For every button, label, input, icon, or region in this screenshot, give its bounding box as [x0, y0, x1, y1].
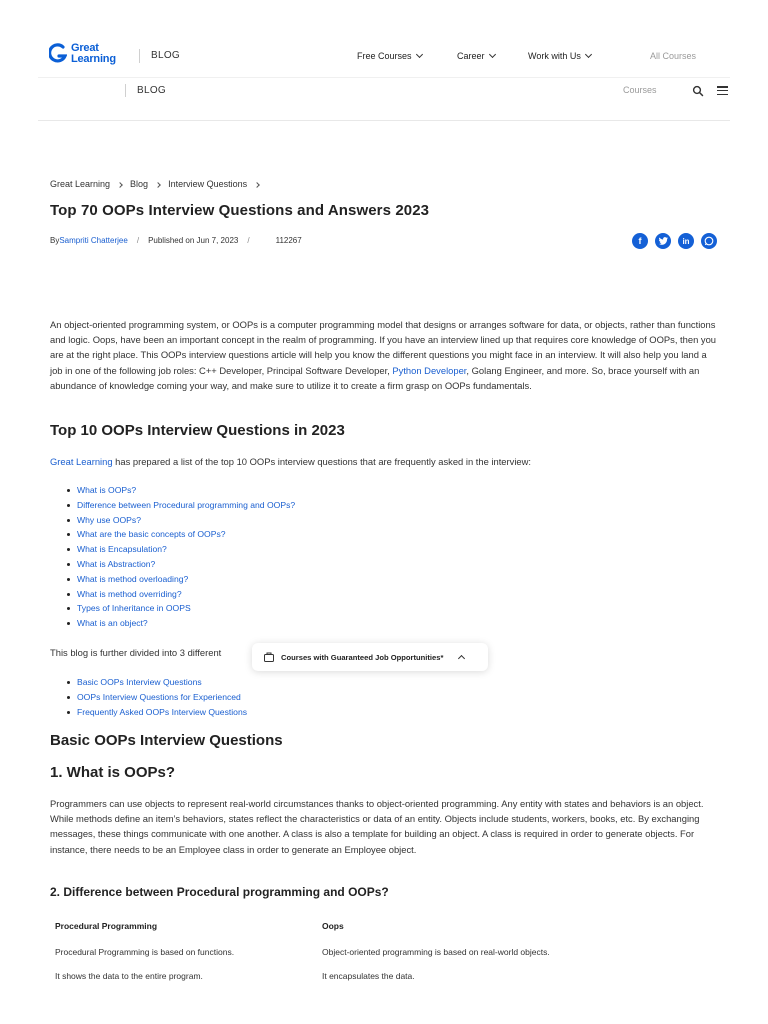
header-divider-line — [38, 77, 730, 78]
list-item[interactable]: What is Encapsulation? — [66, 542, 295, 557]
header-divider — [139, 49, 140, 63]
site-header — [0, 0, 768, 78]
breadcrumb-blog[interactable]: Blog — [130, 179, 149, 189]
table-cell: Procedural Programming is based on functions. — [55, 947, 235, 957]
table-header-row — [50, 912, 670, 940]
list-item[interactable]: What is method overloading? — [66, 572, 295, 587]
list-item[interactable]: What is method overriding? — [66, 587, 295, 602]
popup-label: Courses with Guaranteed Job Opportunities* — [281, 652, 444, 662]
table-cell: It encapsulates the data. — [322, 971, 415, 981]
courses-popup[interactable] — [252, 643, 488, 671]
chevron-right-icon — [254, 182, 260, 188]
python-developer-link[interactable]: Python Developer — [392, 364, 467, 376]
table-row — [50, 964, 670, 988]
blog-label[interactable]: BLOG — [151, 50, 180, 61]
twitter-icon[interactable] — [655, 233, 671, 249]
nav-free-courses[interactable] — [357, 51, 422, 61]
list-item[interactable]: Why use OOPs? — [66, 513, 295, 528]
list-item[interactable]: What is an object? — [66, 616, 295, 631]
table-row — [50, 940, 670, 964]
list-item[interactable]: What are the basic concepts of OOPs? — [66, 527, 295, 542]
basic-heading: Basic OOPs Interview Questions — [50, 732, 283, 749]
q1-heading: 1. What is OOPs? — [50, 764, 176, 781]
page-title: Top 70 OOPs Interview Questions and Answers 2023 — [50, 202, 430, 219]
list-item[interactable]: Difference between Procedural programming and OOPs? — [66, 498, 295, 513]
nav-work-with-us-label: Work with Us — [528, 51, 581, 61]
great-learning-logo[interactable] — [49, 43, 116, 65]
breadcrumb — [50, 179, 259, 189]
list-item[interactable]: Frequently Asked OOPs Interview Questions — [66, 705, 247, 720]
chevron-right-icon — [117, 182, 123, 188]
chevron-up-icon[interactable] — [458, 655, 465, 662]
table-cell: It shows the data to the entire program. — [55, 971, 203, 981]
by-label: By — [50, 236, 60, 245]
author-link[interactable]: Sampriti Chatterjee — [59, 236, 128, 245]
intro-paragraph: An object-oriented programming system, or OOPs is a computer programming model that designs or arranges software for data, or objects, rather than functions and logic. Oops, have been an important concept in the realm of programming. If you have an interview lined up that requires core knowledge of OOPs, then you are at the right place. This OOPs interview questions article will help you know the different questions you might face in an interview. It will also help you land a job in one of the following job roles: C++ Developer, Principal Software Developer, Python Developer, Golang Engineer, and more. So, brace yourself with an abundance of knowledge coming your way, and make sure to utilize it to create a firm grasp on OOPs fundamentals. — [50, 319, 717, 391]
table-cell: Object-oriented programming is based on real-world objects. — [322, 947, 550, 957]
q1-paragraph: Programmers can use objects to represent real-world circumstances thanks to object-oriented programming. Any entity with states and behaviors is an object. While methods define an item’s behaviors, states reflect the characteristics or data of an entity. Objects include students, workers, books, etc. By exchanging messages, these things communicate with one another. A class is also a template for building an object. A class is required in order to generate objects. For instance, there needs to be an Employee class in order to generate an Employee object. — [50, 798, 704, 855]
list-item[interactable]: Basic OOPs Interview Questions — [66, 675, 247, 690]
q2-heading: 2. Difference between Procedural programming and OOPs? — [50, 885, 389, 899]
list-item[interactable]: What is OOPs? — [66, 483, 295, 498]
list-item[interactable]: Types of Inheritance in OOPS — [66, 601, 295, 616]
sub-blog-label[interactable]: BLOG — [137, 85, 166, 96]
facebook-icon[interactable]: f — [632, 233, 648, 249]
sections-list — [66, 675, 247, 719]
nav-work-with-us[interactable] — [528, 51, 591, 61]
share-buttons — [632, 233, 717, 249]
nav-career-label: Career — [457, 51, 485, 61]
breadcrumb-interview-questions[interactable]: Interview Questions — [168, 179, 248, 189]
comparison-table — [50, 912, 670, 988]
top10-heading: Top 10 OOPs Interview Questions in 2023 — [50, 422, 345, 439]
chevron-down-icon — [585, 51, 592, 58]
subheader-divider — [125, 84, 126, 97]
chevron-down-icon — [415, 51, 422, 58]
great-learning-link[interactable]: Great Learning — [50, 456, 113, 467]
briefcase-icon — [263, 651, 275, 663]
table-header: Procedural Programming — [55, 921, 158, 931]
logo-line1: Great — [71, 42, 99, 54]
divided-text: This blog is further divided into 3 different — [50, 647, 222, 658]
chevron-right-icon — [155, 182, 161, 188]
whatsapp-icon[interactable] — [701, 233, 717, 249]
logo-g-icon — [49, 43, 67, 65]
top10-list — [66, 483, 295, 631]
all-courses-link[interactable]: All Courses — [650, 51, 697, 61]
sub-courses-link[interactable]: Courses — [623, 85, 657, 95]
list-item[interactable]: OOPs Interview Questions for Experienced — [66, 690, 247, 705]
linkedin-icon[interactable]: in — [678, 233, 694, 249]
nav-free-courses-label: Free Courses — [357, 51, 412, 61]
view-count: 112267 — [275, 236, 302, 245]
breadcrumb-great-learning[interactable]: Great Learning — [50, 179, 111, 189]
published-date: Published on Jun 7, 2023 — [148, 236, 239, 245]
logo-line2: Learning — [71, 53, 116, 65]
subheader-divider-line — [38, 120, 730, 121]
nav-career[interactable] — [457, 51, 495, 61]
article-meta: By Sampriti Chatterjee / Published on Jun 7, 2023 / 112267 — [50, 236, 302, 245]
top10-intro: Great Learning has prepared a list of the top 10 OOPs interview questions that are frequently asked in the interview: — [50, 456, 532, 467]
table-header: Oops — [322, 921, 344, 931]
list-item[interactable]: What is Abstraction? — [66, 557, 295, 572]
search-icon[interactable] — [692, 85, 704, 97]
menu-icon[interactable] — [717, 86, 728, 95]
chevron-down-icon — [488, 51, 495, 58]
